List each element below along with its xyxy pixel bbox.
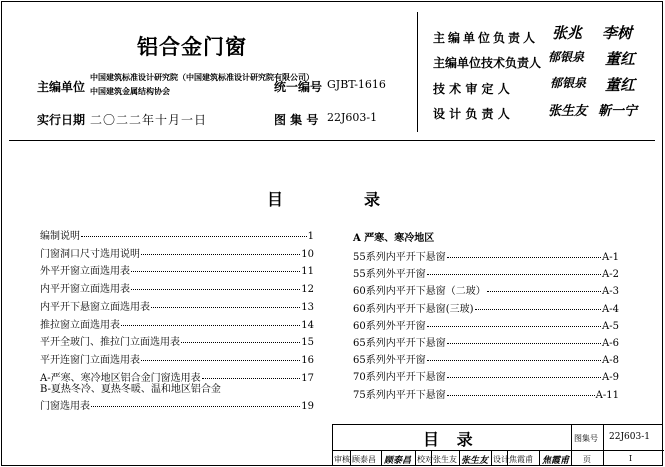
- header-divider: [417, 12, 418, 132]
- toc-right-item-page: A-4: [602, 303, 619, 315]
- atlas-value: 22J603-1: [327, 111, 378, 124]
- toc-left-item-leader: [91, 406, 300, 407]
- tb-check-signature: 张生友: [461, 456, 489, 466]
- date-value: 二〇二二年十月一日: [90, 113, 208, 127]
- toc-right-item-page: A-3: [602, 286, 619, 298]
- toc-right-item-row[interactable]: [353, 265, 619, 279]
- editor-unit-line2: 中国建筑金属结构协会: [90, 86, 170, 96]
- editor-unit-line1: 中国建筑标准设计研究院（中国建筑标准设计研究院有限公司）: [90, 72, 314, 82]
- toc-title-char1: 目: [267, 190, 284, 209]
- toc-left-item-page: 13: [301, 301, 314, 313]
- toc-right-item-row[interactable]: [353, 386, 619, 400]
- resp-role-2: 主编单位技术负责人: [433, 56, 542, 70]
- toc-left-item-page: 14: [301, 319, 314, 331]
- tb-check-name: 张生友: [433, 455, 457, 464]
- toc-left-item-text: 门窗选用表: [40, 401, 90, 412]
- tb-atlas-value: 22J603-1: [609, 432, 651, 442]
- title-block-title: 目 录: [423, 430, 479, 449]
- toc-right-item-row[interactable]: [353, 300, 619, 314]
- resp-role-3: 技 术 审 定 人: [433, 82, 510, 96]
- toc-left-item-row[interactable]: [40, 298, 314, 312]
- toc-right-item-page: A-1: [602, 252, 619, 263]
- date-label: 实行日期: [37, 113, 86, 127]
- toc-right-item-page: A-8: [602, 355, 619, 367]
- toc-left-item-leader: [141, 360, 300, 361]
- tb-design-label: 设计: [493, 455, 509, 464]
- resp-signature-4b: 靳一宁: [598, 104, 638, 119]
- code-label: 统一编号: [274, 80, 323, 94]
- toc-left-item-text: 编制说明: [40, 231, 80, 242]
- toc-right-item-text: 60系列内平开下悬窗(三玻): [353, 303, 474, 315]
- toc-right-item-row[interactable]: [353, 248, 619, 262]
- toc-right-item-row[interactable]: [353, 334, 619, 348]
- toc-right-item-text: 55系列内平开下悬窗: [353, 252, 446, 263]
- toc-left-item-text: 内平开下悬窗立面选用表: [40, 301, 150, 313]
- toc-left-item-row[interactable]: [40, 280, 314, 294]
- toc-right-item-page: A-9: [602, 372, 619, 384]
- toc-left-item-text: 内平开窗立面选用表: [40, 284, 130, 296]
- toc-left-item-page: 16: [301, 354, 314, 366]
- toc-left-item-leader: [181, 342, 300, 343]
- toc-left-item-leader: [151, 307, 300, 308]
- tb-atlas-label: 图集号: [574, 434, 598, 443]
- toc-right-item-text: 60系列外平开窗: [353, 320, 426, 332]
- tb-page-label: 页: [583, 455, 591, 464]
- toc-title-char2: 录: [364, 190, 381, 209]
- toc-left-item-row[interactable]: [40, 262, 314, 276]
- toc-right-item-leader: [427, 326, 601, 327]
- toc-left-item-text: 推拉窗立面选用表: [40, 319, 120, 331]
- tb-page-value: I: [629, 454, 633, 463]
- toc-right-item-row[interactable]: [353, 282, 619, 296]
- toc-right-item-row[interactable]: [353, 317, 619, 331]
- resp-signature-3b: 董红: [605, 76, 636, 94]
- toc-left-item-leader: [131, 271, 300, 272]
- toc-left-item-text: 平开连窗门立面选用表: [40, 354, 140, 366]
- document-title: 铝合金门窗: [137, 34, 247, 59]
- toc-left-item-leader: [121, 325, 300, 326]
- toc-left-item-leader: [202, 378, 301, 379]
- tb-review-name: 顾泰昌: [352, 455, 376, 464]
- toc-right-item-leader: [475, 309, 602, 310]
- atlas-label: 图 集 号: [274, 113, 319, 127]
- code-value: GJBT-1616: [327, 78, 386, 91]
- toc-right-item-leader: [427, 274, 601, 275]
- resp-signature-3a: 郁银泉: [550, 76, 587, 90]
- toc-left-item-text: A-严寒、寒冷地区铝合金门窗选用表: [40, 372, 201, 384]
- toc-right-item-leader: [447, 395, 595, 396]
- toc-left-item-page: 10: [301, 248, 314, 260]
- tb-review-signature: 顾泰昌: [384, 456, 412, 466]
- toc-left-item-text: 门窗洞口尺寸选用说明: [40, 248, 140, 260]
- toc-right-item-leader: [447, 257, 601, 258]
- resp-signature-4a: 张生友: [548, 104, 588, 119]
- toc-left-item-row[interactable]: [40, 227, 314, 241]
- toc-left-item-row[interactable]: [40, 316, 314, 330]
- toc-right-item-text: 65系列内平开下悬窗: [353, 338, 446, 349]
- resp-signature-1b: 李树: [602, 24, 633, 42]
- toc-left-item-page: 17: [301, 372, 314, 384]
- toc-left-item-leader: [131, 289, 300, 290]
- toc-left-item-text: B-夏热冬冷、夏热冬暖、温和地区铝合金: [40, 384, 221, 395]
- toc-right-item-text: 70系列内平开下悬窗: [353, 372, 446, 384]
- resp-role-1: 主编单位负责人: [433, 31, 539, 45]
- editor-unit-label: 主编单位: [37, 80, 86, 94]
- toc-right-item-text: 60系列内平开下悬窗（二玻）: [353, 286, 486, 298]
- tb-design-signature: 焦霞甫: [542, 456, 570, 466]
- toc-left-item-row[interactable]: [40, 245, 314, 259]
- toc-left-item-row[interactable]: [40, 333, 314, 347]
- toc-right-item-leader: [447, 377, 601, 378]
- toc-left-item-leader: [81, 236, 307, 237]
- toc-left-item-page: 15: [301, 337, 314, 349]
- toc-right-item-row[interactable]: [353, 351, 619, 365]
- toc-left-item-page: 11: [301, 266, 314, 278]
- toc-right-item-leader: [447, 343, 601, 344]
- toc-right-item-page: A-11: [595, 389, 619, 401]
- toc-right-item-leader: [427, 360, 601, 361]
- toc-right-item-text: 55系列外平开窗: [353, 269, 426, 281]
- toc-left-item-row[interactable]: [40, 380, 314, 394]
- toc-right-item-page: A-5: [602, 320, 619, 332]
- tb-check-label: 校对: [417, 455, 433, 464]
- resp-signature-2b: 董红: [605, 50, 636, 68]
- toc-left-item-page: 12: [301, 284, 314, 296]
- toc-right-item-page: A-2: [602, 269, 619, 281]
- title-block: [332, 424, 663, 465]
- toc-right-item-text: 75系列内平开下悬窗: [353, 389, 446, 401]
- toc-left-item-text: 平开全玻门、推拉门立面选用表: [40, 337, 180, 349]
- toc-left-item-page: 1: [307, 231, 314, 242]
- toc-right-item-leader: [487, 291, 601, 292]
- toc-left-item-leader: [141, 254, 300, 255]
- toc-left-item-row[interactable]: [40, 397, 314, 411]
- tb-design-name: 焦霞甫: [509, 455, 533, 464]
- resp-signature-1a: 张兆: [552, 24, 583, 42]
- toc-right-item-row[interactable]: [353, 368, 619, 382]
- toc-left-item-text: 外平开窗立面选用表: [40, 266, 130, 278]
- toc-right-item-page: A-6: [602, 338, 619, 349]
- resp-role-4: 设 计 负 责 人: [433, 107, 510, 121]
- section-a-heading: A 严寒、寒冷地区: [353, 233, 435, 244]
- toc-left-item-row[interactable]: [40, 351, 314, 365]
- toc-right-item-text: 65系列外平开窗: [353, 355, 426, 367]
- tb-review-label: 审核: [334, 455, 350, 464]
- header-bottom-rule: [9, 140, 655, 141]
- resp-signature-2a: 郁银泉: [548, 50, 585, 64]
- toc-left-item-page: 19: [301, 401, 314, 412]
